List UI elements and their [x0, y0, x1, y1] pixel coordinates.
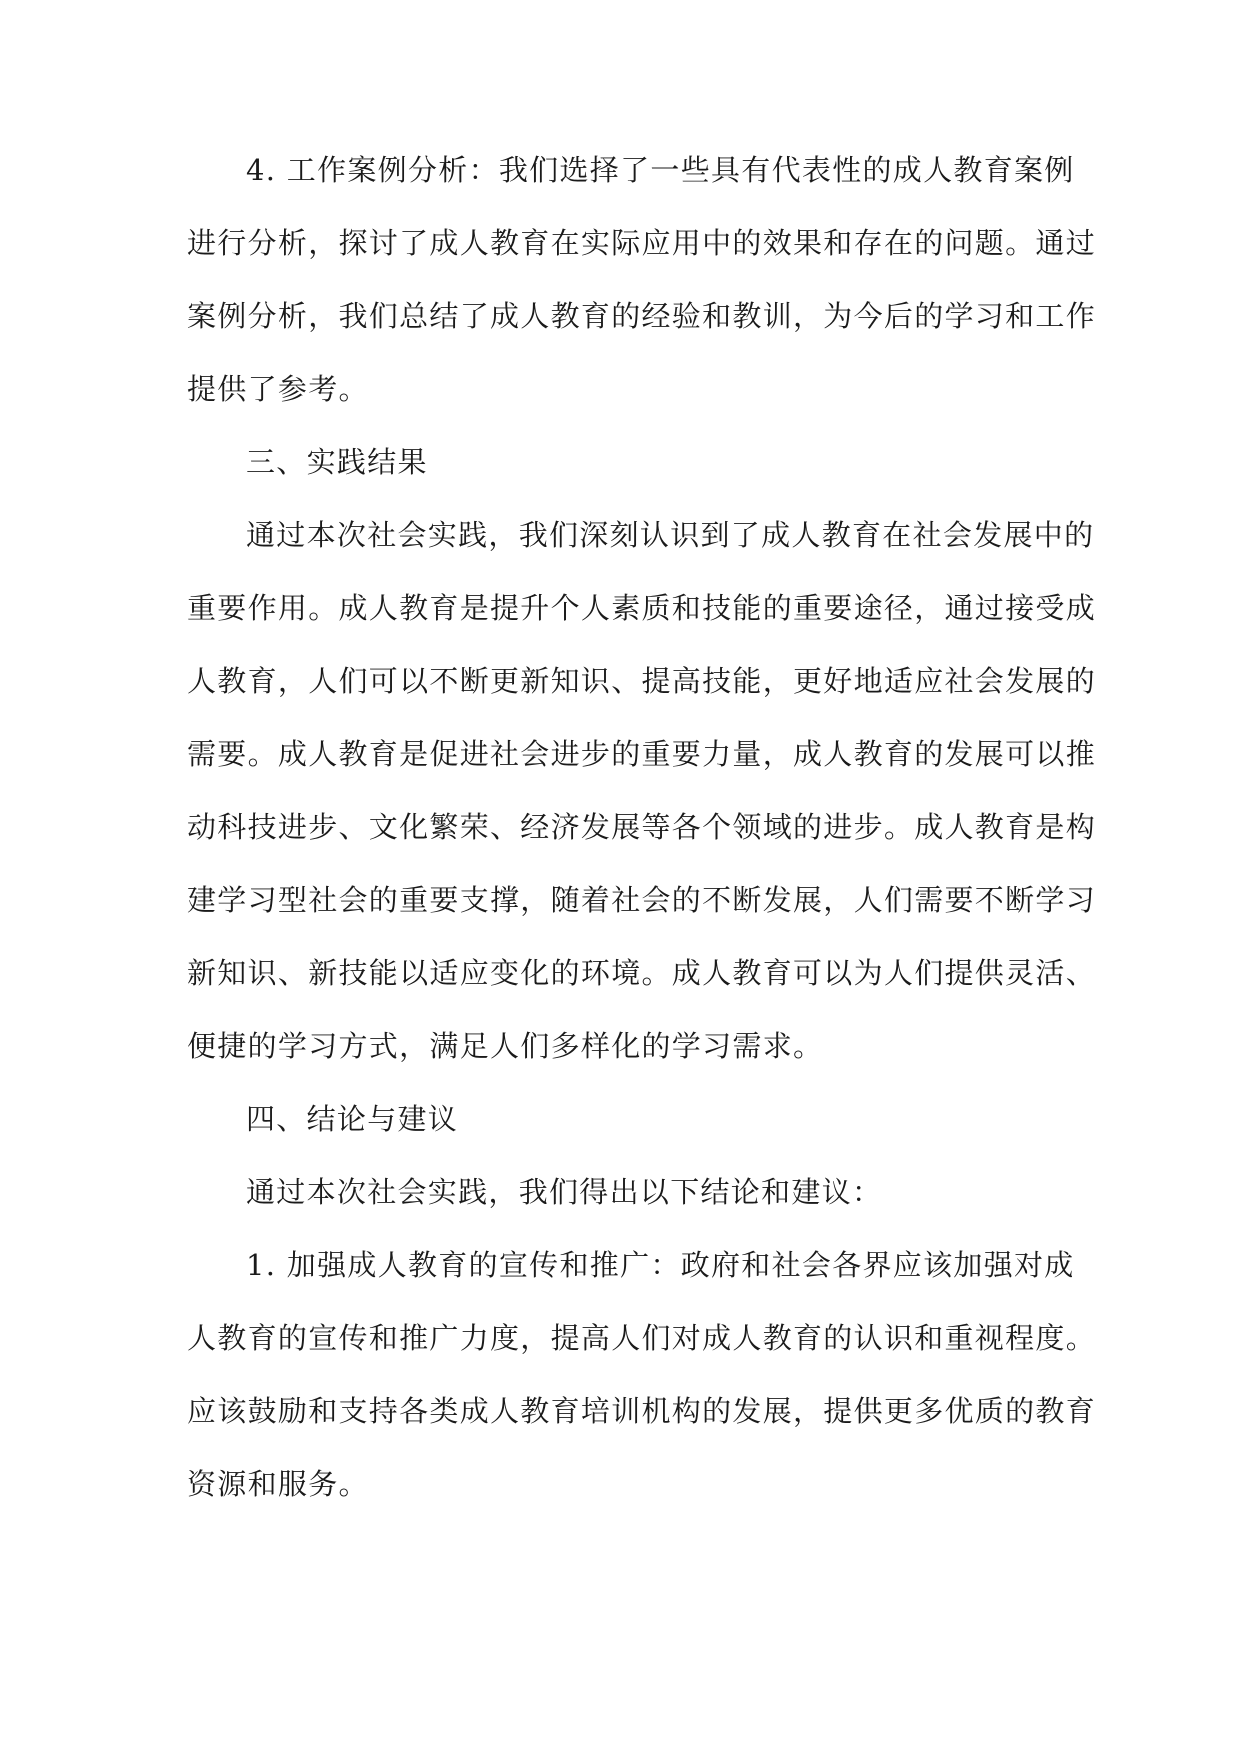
section-heading-conclusions: 四、结论与建议	[246, 1102, 459, 1136]
paragraph-conclusions-intro: 通过本次社会实践，我们得出以下结论和建议：	[246, 1175, 883, 1209]
paragraph-case-analysis-line-2: 进行分析，探讨了成人教育在实际应用中的效果和存在的问题。通过	[187, 226, 1097, 260]
paragraph-results-line-6: 建学习型社会的重要支撑，随着社会的不断发展，人们需要不断学习	[187, 883, 1097, 917]
paragraph-case-analysis-line-4: 提供了参考。	[187, 372, 369, 406]
paragraph-results-line-8: 便捷的学习方式，满足人们多样化的学习需求。	[187, 1029, 824, 1063]
paragraph-results-line-5: 动科技进步、文化繁荣、经济发展等各个领域的进步。成人教育是构	[187, 810, 1097, 844]
paragraph-results-line-3: 人教育，人们可以不断更新知识、提高技能，更好地适应社会发展的	[187, 664, 1097, 698]
paragraph-case-analysis-line-1: 4. 工作案例分析：我们选择了一些具有代表性的成人教育案例	[246, 153, 1075, 187]
paragraph-suggestion-1-line-1: 1. 加强成人教育的宣传和推广：政府和社会各界应该加强对成	[246, 1248, 1075, 1282]
paragraph-results-line-1: 通过本次社会实践，我们深刻认识到了成人教育在社会发展中的	[246, 518, 1095, 552]
paragraph-results-line-2: 重要作用。成人教育是提升个人素质和技能的重要途径，通过接受成	[187, 591, 1097, 625]
paragraph-suggestion-1-line-3: 应该鼓励和支持各类成人教育培训机构的发展，提供更多优质的教育	[187, 1394, 1097, 1428]
paragraph-suggestion-1-line-4: 资源和服务。	[187, 1467, 369, 1501]
paragraph-results-line-7: 新知识、新技能以适应变化的环境。成人教育可以为人们提供灵活、	[187, 956, 1097, 990]
paragraph-results-line-4: 需要。成人教育是促进社会进步的重要力量，成人教育的发展可以推	[187, 737, 1097, 771]
paragraph-suggestion-1-line-2: 人教育的宣传和推广力度，提高人们对成人教育的认识和重视程度。	[187, 1321, 1097, 1355]
section-heading-practice-results: 三、实践结果	[246, 445, 428, 479]
paragraph-case-analysis-line-3: 案例分析，我们总结了成人教育的经验和教训，为今后的学习和工作	[187, 299, 1097, 333]
